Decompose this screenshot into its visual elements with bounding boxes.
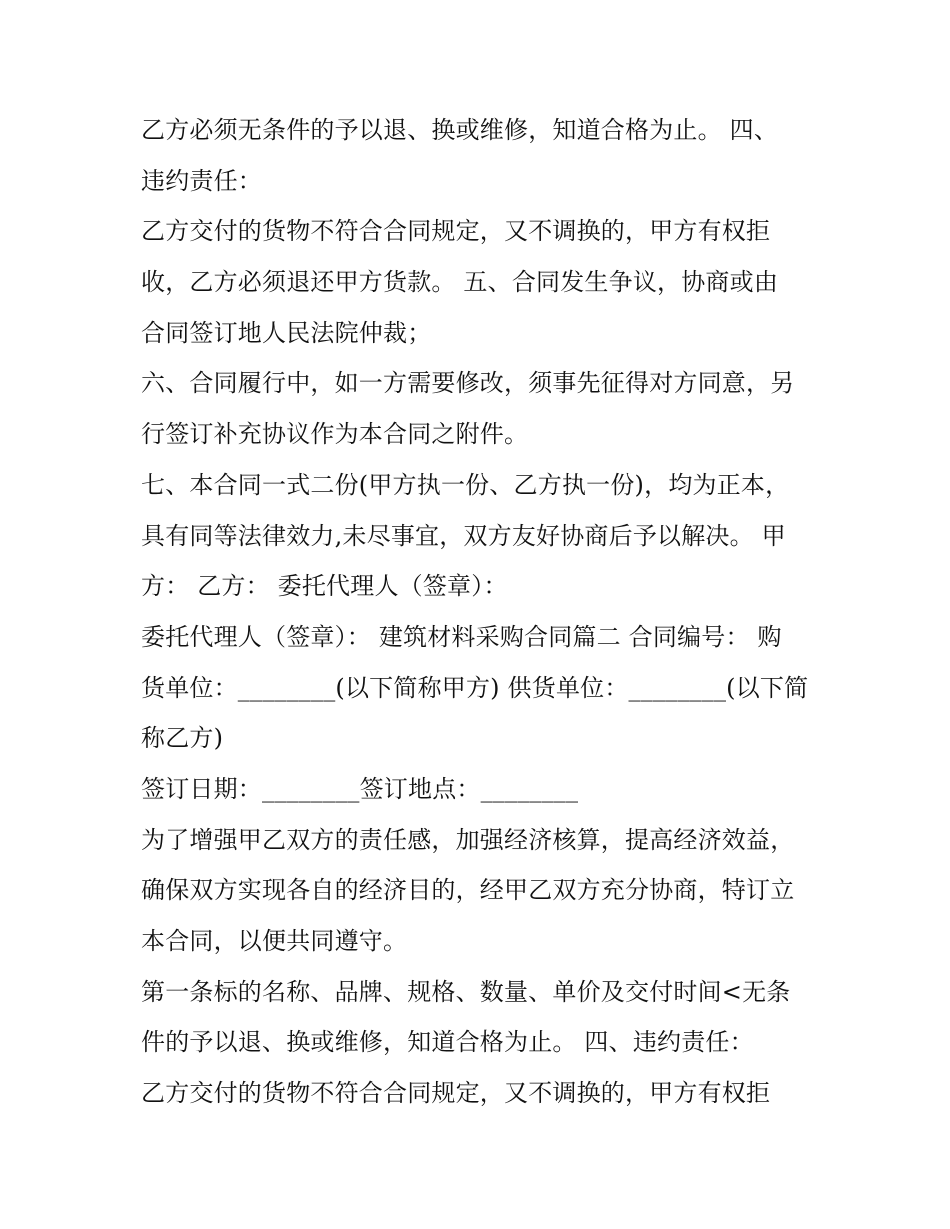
text-line: 六、合同履行中，如一方需要修改，须事先征得对方同意，另: [141, 369, 795, 398]
text-line: 合同签订地人民法院仲裁；: [141, 318, 432, 347]
text-line: 为了增强甲乙双方的责任感，加强经济核算，提高经济效益，: [141, 825, 795, 854]
text-line: 七、本合同一式二份(甲方执一份、乙方执一份)，均为正本，: [141, 470, 790, 499]
text-line: 货单位：________(以下简称甲方) 供货单位：________(以下简: [141, 673, 809, 702]
text-line: 称乙方): [141, 724, 224, 753]
text-line: 具有同等法律效力,未尽事宜，双方友好协商后予以解决。 甲: [141, 521, 786, 550]
document-body: [141, 105, 821, 1119]
text-line: 本合同，以便共同遵守。: [141, 927, 408, 955]
text-line: 件的予以退、换或维修，知道合格为止。 四、违约责任：: [141, 1028, 754, 1057]
text-line: 第一条标的名称、品牌、规格、数量、单价及交付时间<无条: [141, 977, 791, 1006]
text-line: 乙方交付的货物不符合合同规定，又不调换的，甲方有权拒: [141, 217, 771, 246]
text-line: 签订日期：________签订地点：________: [141, 774, 579, 803]
text-line: 乙方交付的货物不符合合同规定，又不调换的，甲方有权拒: [141, 1079, 771, 1108]
text-line: 委托代理人（签章）： 建筑材料采购合同篇二 合同编号： 购: [141, 622, 782, 651]
text-line: 方： 乙方： 委托代理人（签章）：: [141, 572, 508, 601]
text-line: 行签订补充协议作为本合同之附件。: [141, 420, 529, 449]
text-line: 确保双方实现各自的经济目的，经甲乙双方充分协商，特订立: [141, 876, 795, 905]
text-line: 违约责任：: [141, 166, 262, 195]
text-line: 收，乙方必须退还甲方货款。 五、合同发生争议，协商或由: [141, 268, 779, 297]
text-line: 乙方必须无条件的予以退、换或维修，知道合格为止。 四、: [141, 116, 779, 144]
